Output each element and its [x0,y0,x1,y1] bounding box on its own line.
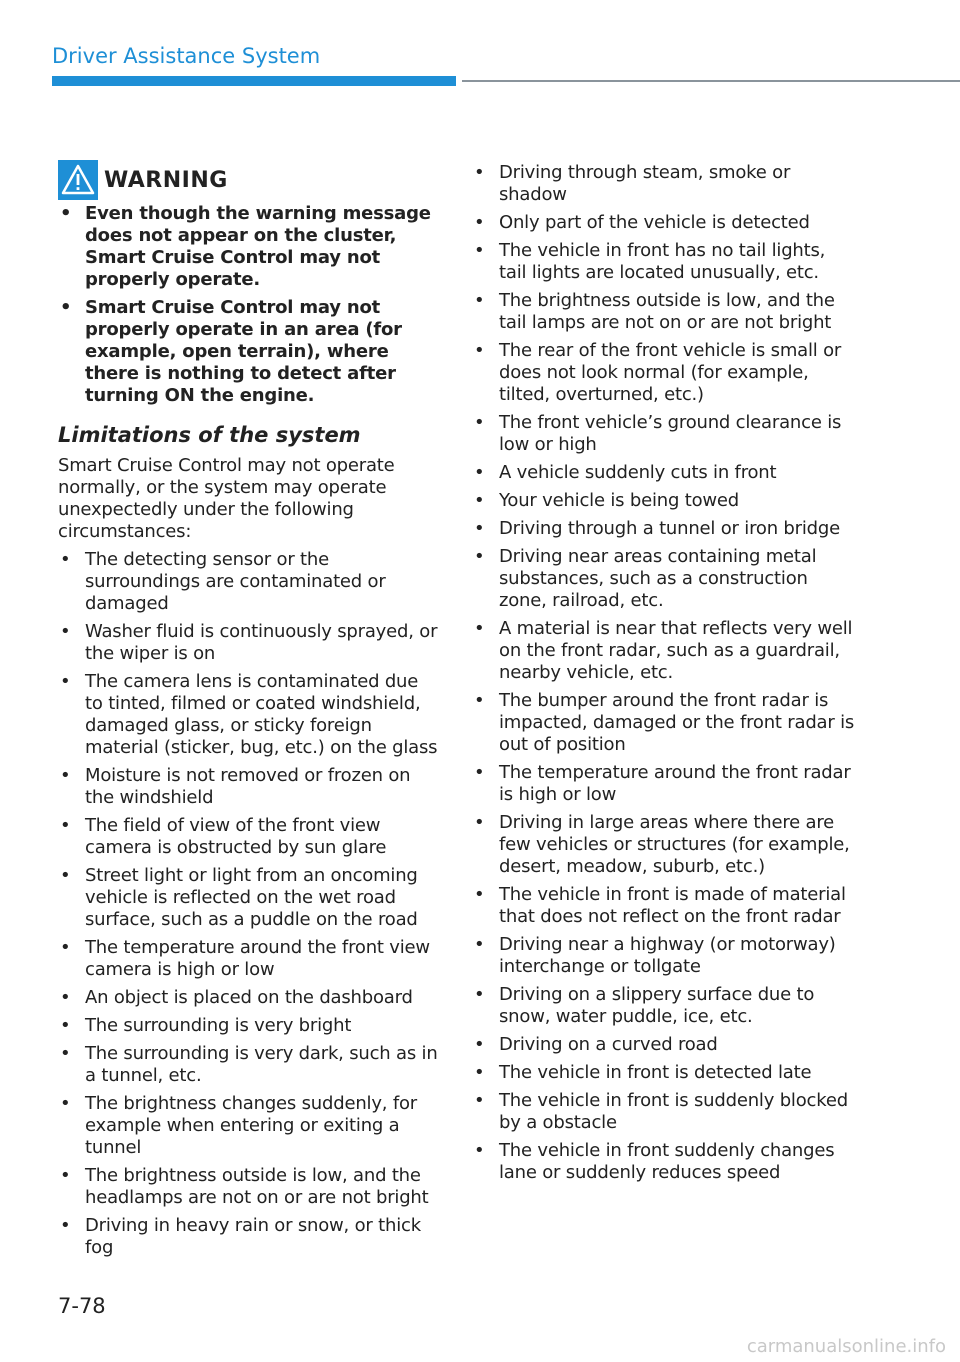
list-item: • Washer fluid is continuously sprayed, or the wiper is on [58,621,438,665]
list-item: • Driving through a tunnel or iron bridge [472,518,857,540]
limitations-title: Limitations of the system [58,423,361,447]
list-item: • A material is near that reflects very well on the front radar, such as a guardrail, nearby vehicle, etc. [472,618,857,684]
header-rule [462,80,960,82]
list-item: • The bumper around the front radar is impacted, damaged or the front radar is out of position [472,690,857,756]
list-item: • The vehicle in front is detected late [472,1062,857,1084]
list-item: • The field of view of the front view camera is obstructed by sun glare [58,815,438,859]
list-item: • Only part of the vehicle is detected [472,212,857,234]
list-item: • Driving on a slippery surface due to snow, water puddle, ice, etc. [472,984,857,1028]
list-item: • The brightness outside is low, and the tail lamps are not on or are not bright [472,290,857,334]
warning-triangle-icon [58,160,98,200]
warning-title: WARNING [104,167,228,193]
list-item: • Driving near a highway (or motorway) interchange or tollgate [472,934,857,978]
list-item: • The vehicle in front is made of material that does not reflect on the front radar [472,884,857,928]
list-item: • An object is placed on the dashboard [58,987,438,1009]
right-column [472,162,857,1190]
list-item: • The temperature around the front view camera is high or low [58,937,438,981]
section-title: Driver Assistance System [52,44,321,68]
list-item: • Your vehicle is being towed [472,490,857,512]
list-item: • The surrounding is very bright [58,1015,438,1037]
list-item: • Driving on a curved road [472,1034,857,1056]
list-item: • The vehicle in front has no tail lights, tail lights are located unusually, etc. [472,240,857,284]
warning-item: • Even though the warning message does not appear on the cluster, Smart Cruise Control may not properly operate. [58,203,438,291]
list-item: • Driving near areas containing metal substances, such as a construction zone, railroad, etc. [472,546,857,612]
list-item: • A vehicle suddenly cuts in front [472,462,857,484]
list-item: • The camera lens is contaminated due to tinted, filmed or coated windshield, damaged glass, or sticky foreign material (sticker, bug, etc.) on the glass [58,671,438,759]
list-item: • The detecting sensor or the surroundings are contaminated or damaged [58,549,438,615]
warning-header [58,160,438,200]
list-item: • The rear of the front vehicle is small or does not look normal (for example, tilted, overturned, etc.) [472,340,857,406]
page-number: 7-78 [58,1294,106,1318]
list-item: • The temperature around the front radar is high or low [472,762,857,806]
list-item: • The vehicle in front is suddenly blocked by a obstacle [472,1090,857,1134]
list-item: • The front vehicle’s ground clearance is low or high [472,412,857,456]
list-item: • The brightness changes suddenly, for example when entering or exiting a tunnel [58,1093,438,1159]
limitations-list-left [58,549,438,1259]
list-item: • Moisture is not removed or frozen on the windshield [58,765,438,809]
list-item: • Driving through steam, smoke or shadow [472,162,857,206]
watermark: carmanualsonline.info [746,1336,946,1357]
list-item: • Driving in large areas where there are few vehicles or structures (for example, desert, meadow, suburb, etc.) [472,812,857,878]
header-accent-bar [52,76,456,86]
left-column [58,160,438,1265]
limitations-intro: Smart Cruise Control may not operate normally, or the system may operate unexpectedly under the following circumstances: [58,455,395,542]
warning-item: • Smart Cruise Control may not properly operate in an area (for example, open terrain), where there is nothing to detect after turning ON the engine. [58,297,438,407]
list-item: • Driving in heavy rain or snow, or thick fog [58,1215,438,1259]
warning-list [58,203,438,407]
list-item: • The vehicle in front suddenly changes lane or suddenly reduces speed [472,1140,857,1184]
list-item: • The brightness outside is low, and the headlamps are not on or are not bright [58,1165,438,1209]
list-item: • The surrounding is very dark, such as in a tunnel, etc. [58,1043,438,1087]
limitations-list-right [472,162,857,1184]
list-item: • Street light or light from an oncoming vehicle is reflected on the wet road surface, such as a puddle on the road [58,865,438,931]
